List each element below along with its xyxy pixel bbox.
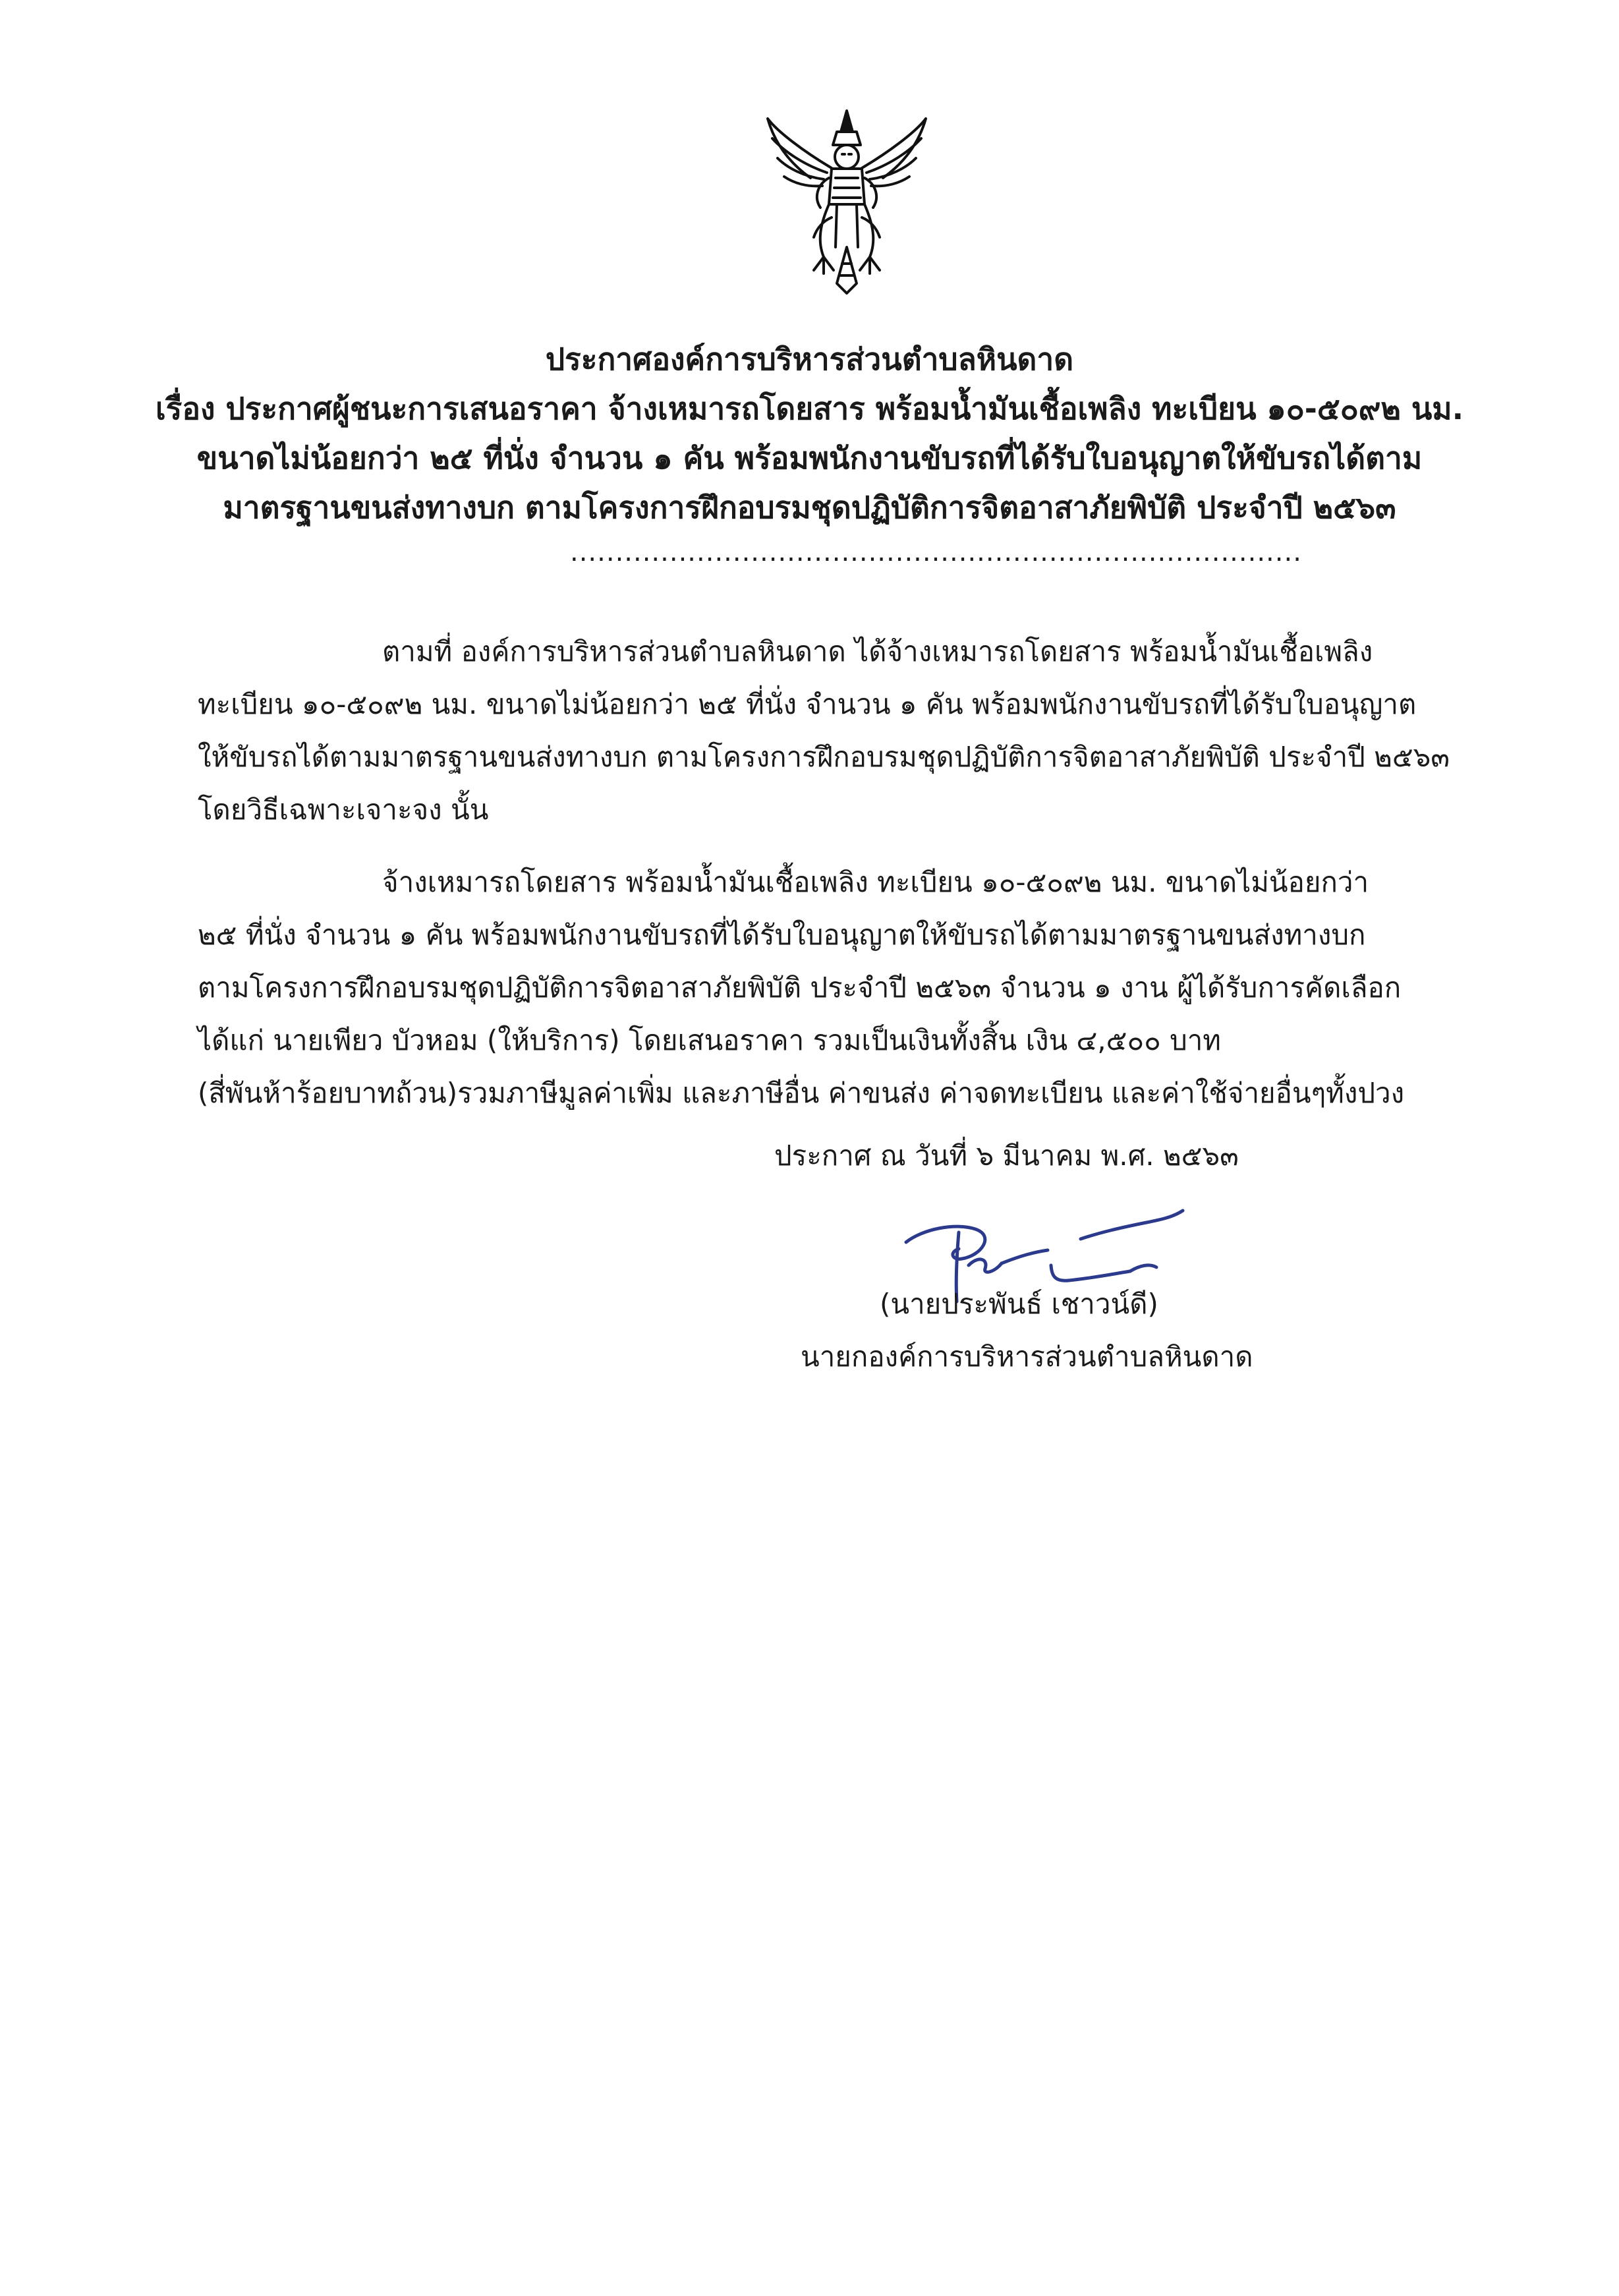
paragraph1-line3: ให้ขับรถได้ตามมาตรฐานขนส่งทางบก ตามโครงการฝึกอบรมชุดปฏิบัติการจิตอาสาภัยพิบัติ ประจำปี ๒๕๖๓ xyxy=(198,741,1450,773)
signer-name: (นายประพันธ์ เชาวน์ดี) xyxy=(880,1288,1158,1320)
announcement-subject-line-1: เรื่อง ประกาศผู้ชนะการเสนอราคา จ้างเหมารถโดยสาร พร้อมน้ำมันเชื้อเพลิง ทะเบียน ๑๐-๕๐๙๒ นม. xyxy=(155,391,1464,426)
paragraph2-line4: ได้แก่ นายเพียว บัวหอม (ให้บริการ) โดยเสนอราคา รวมเป็นเงินทั้งสิ้น เงิน ๔,๕๐๐ บาท xyxy=(198,1024,1221,1056)
paragraph2-line3: ตามโครงการฝึกอบรมชุดปฏิบัติการจิตอาสาภัยพิบัติ ประจำปี ๒๕๖๓ จำนวน ๑ งาน ผู้ได้รับการคัดเลือก xyxy=(198,971,1402,1004)
signer-title: นายกองค์การบริหารส่วนตำบลหินดาด xyxy=(801,1340,1253,1373)
paragraph1-line4: โดยวิธีเฉพาะเจาะจง นั้น xyxy=(198,793,489,826)
paragraph1-line2: ทะเบียน ๑๐-๕๐๙๒ นม. ขนาดไม่น้อยกว่า ๒๕ ที่นั่ง จำนวน ๑ คัน พร้อมพนักงานขับรถที่ได้รับใบอนุญาต xyxy=(198,688,1417,720)
paragraph2-line1: จ้างเหมารถโดยสาร พร้อมน้ำมันเชื้อเพลิง ทะเบียน ๑๐-๕๐๙๒ นม. ขนาดไม่น้อยกว่า xyxy=(382,866,1369,898)
paragraph2-line5: (สี่พันห้าร้อยบาทถ้วน)รวมภาษีมูลค่าเพิ่ม และภาษีอื่น ค่าขนส่ง ค่าจดทะเบียน และค่าใช้จ่ายอื่นๆทั้งปวง xyxy=(198,1077,1405,1109)
announcement-subject-line-2: ขนาดไม่น้อยกว่า ๒๕ ที่นั่ง จำนวน ๑ คัน พร้อมพนักงานขับรถที่ได้รับใบอนุญาตให้ขับรถได้ตาม xyxy=(196,440,1423,476)
garuda-emblem-icon xyxy=(758,105,936,297)
announcement-date: ประกาศ ณ วันที่ ๖ มีนาคม พ.ศ. ๒๕๖๓ xyxy=(774,1139,1239,1172)
paragraph1-line1: ตามที่ องค์การบริหารส่วนตำบลหินดาด ได้จ้างเหมารถโดยสาร พร้อมน้ำมันเชื้อเพลิง xyxy=(382,635,1373,668)
announcement-title: ประกาศองค์การบริหารส่วนตำบลหินดาด xyxy=(545,341,1074,377)
announcement-subject-line-3: มาตรฐานขนส่งทางบก ตามโครงการฝึกอบรมชุดปฏิบัติการจิตอาสาภัยพิบัติ ประจำปี ๒๕๖๓ xyxy=(223,490,1396,525)
dotted-separator: ................................................................................. xyxy=(570,537,1302,567)
paragraph2-line2: ๒๕ ที่นั่ง จำนวน ๑ คัน พร้อมพนักงานขับรถที่ได้รับใบอนุญาตให้ขับรถได้ตามมาตรฐานขนส่งทางบก xyxy=(198,919,1366,951)
